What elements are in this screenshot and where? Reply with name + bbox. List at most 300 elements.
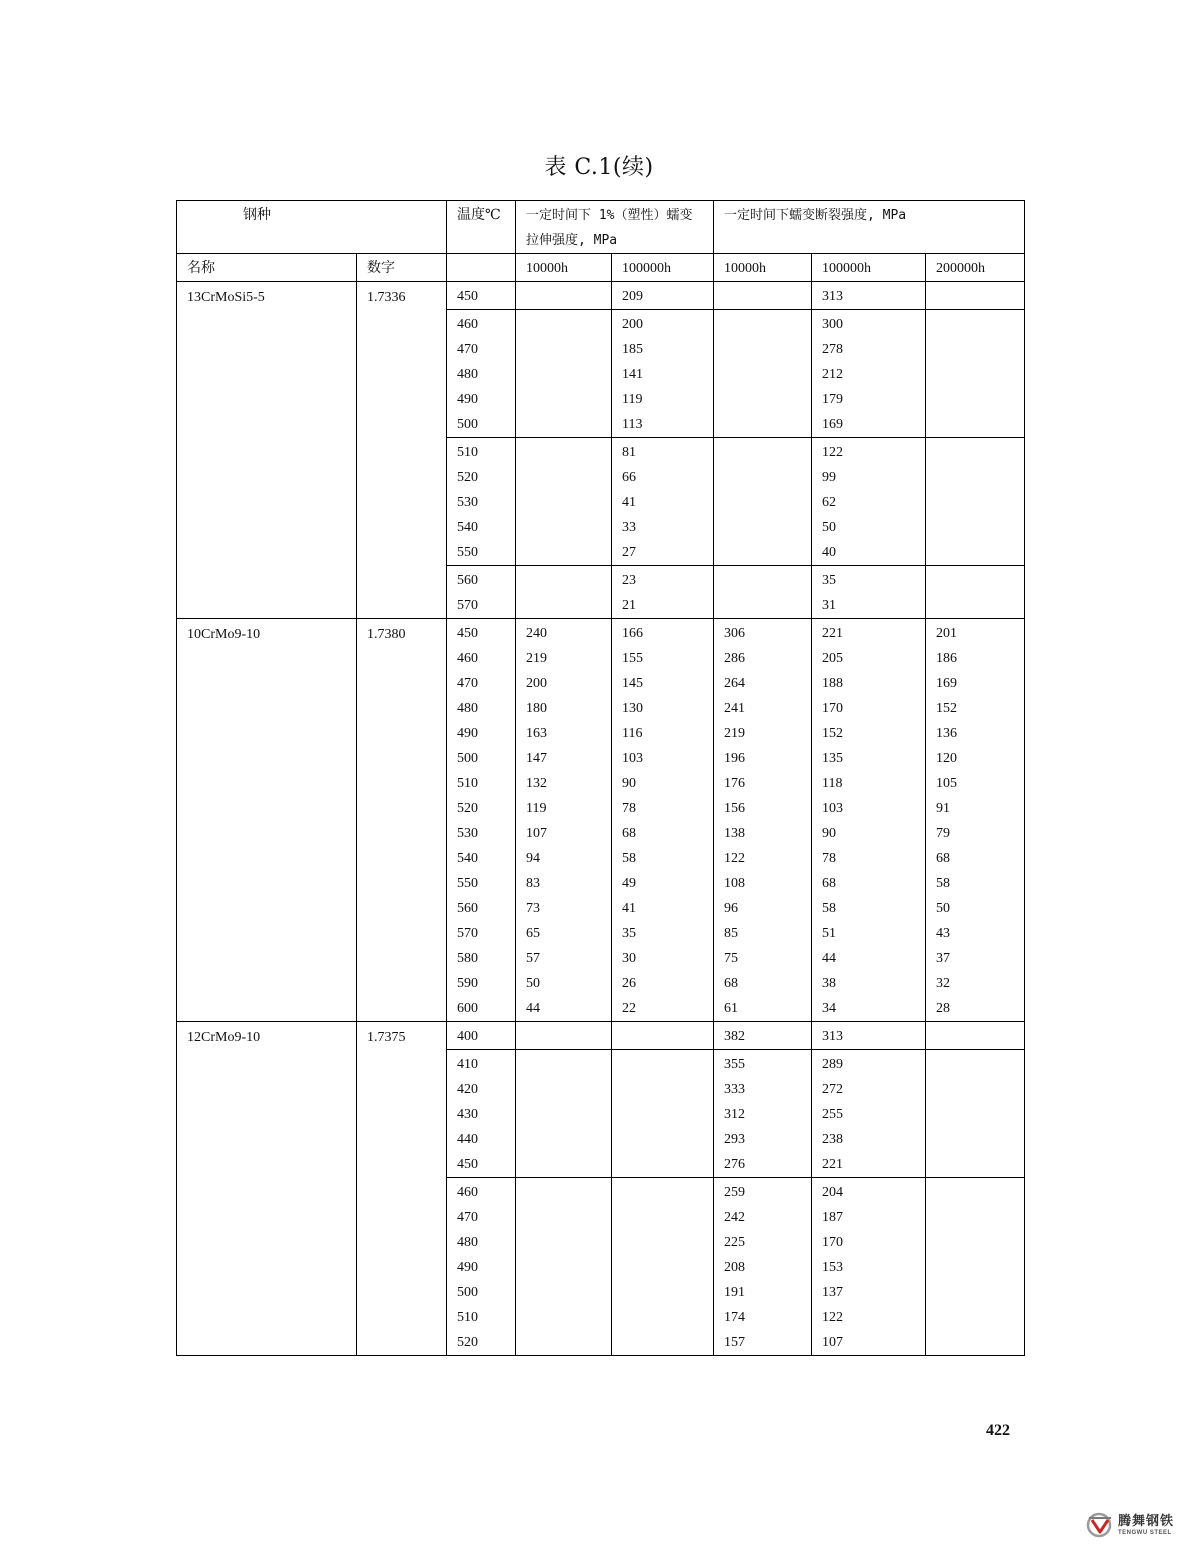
table-title: 表 C.1(续) bbox=[544, 155, 654, 180]
cell-value: 152 bbox=[936, 701, 957, 716]
cell-value: 41 bbox=[622, 901, 636, 916]
cell-value bbox=[936, 1280, 1014, 1305]
cell-value: 90 bbox=[822, 826, 836, 841]
cell-value bbox=[936, 490, 1014, 515]
cell-elongation-100000h bbox=[612, 1178, 714, 1356]
cell-value bbox=[936, 1127, 1014, 1152]
cell-value: 120 bbox=[936, 751, 957, 766]
header-name: 名称 bbox=[177, 254, 357, 282]
cell-value: 61 bbox=[724, 1001, 738, 1016]
header-elongation-10000h: 10000h bbox=[516, 254, 612, 282]
cell-value: 78 bbox=[822, 851, 836, 866]
cell-value: 122 bbox=[822, 1310, 843, 1325]
cell-value: 540 bbox=[457, 851, 478, 866]
cell-value: 27 bbox=[622, 545, 636, 560]
cell-value bbox=[936, 312, 1014, 337]
cell-value: 480 bbox=[457, 367, 478, 382]
cell-value bbox=[526, 465, 601, 490]
cell-value: 550 bbox=[457, 545, 478, 560]
cell-value bbox=[526, 540, 601, 565]
cell-value bbox=[724, 540, 801, 565]
header-creep-rupture: 一定时间下蠕变断裂强度, MPa bbox=[714, 201, 1025, 254]
cell-value: 590 bbox=[457, 976, 478, 991]
cell-elongation-10000h bbox=[516, 1050, 612, 1178]
cell-value bbox=[936, 387, 1014, 412]
header-creep-elongation: 一定时间下 1%（塑性）蠕变拉伸强度, MPa bbox=[516, 201, 714, 254]
cell-value: 90 bbox=[622, 776, 636, 791]
cell-value: 259 bbox=[724, 1185, 745, 1200]
steel-number: 1.7375 bbox=[357, 1022, 447, 1356]
header-temperature: 温度℃ bbox=[447, 201, 516, 254]
cell-value: 480 bbox=[457, 1235, 478, 1250]
creep-strength-table bbox=[176, 200, 1025, 1356]
cell-value: 147 bbox=[526, 751, 547, 766]
cell-value: 68 bbox=[622, 826, 636, 841]
cell-value: 272 bbox=[822, 1082, 843, 1097]
cell-value: 166 bbox=[622, 626, 643, 641]
cell-value bbox=[526, 440, 601, 465]
cell-value: 62 bbox=[822, 495, 836, 510]
cell-value: 204 bbox=[822, 1185, 843, 1200]
cell-value bbox=[526, 387, 601, 412]
cell-value: 153 bbox=[822, 1260, 843, 1275]
cell-value: 78 bbox=[622, 801, 636, 816]
cell-value bbox=[724, 490, 801, 515]
cell-value: 400 bbox=[457, 1029, 478, 1044]
cell-rupture-200000h bbox=[926, 566, 1025, 619]
cell-value: 50 bbox=[822, 520, 836, 535]
cell-value: 510 bbox=[457, 445, 478, 460]
header-elongation-100000h: 100000h bbox=[612, 254, 714, 282]
cell-rupture-100000h bbox=[812, 282, 926, 310]
cell-value: 132 bbox=[526, 776, 547, 791]
cell-value: 312 bbox=[724, 1107, 745, 1122]
cell-temperature bbox=[447, 438, 516, 566]
cell-value: 103 bbox=[622, 751, 643, 766]
cell-value: 201 bbox=[936, 626, 957, 641]
cell-value bbox=[526, 1280, 601, 1305]
tengwu-logo-icon bbox=[1086, 1512, 1114, 1538]
cell-value: 130 bbox=[622, 701, 643, 716]
cell-value: 31 bbox=[822, 598, 836, 613]
cell-value: 79 bbox=[936, 826, 950, 841]
cell-rupture-10000h bbox=[714, 1022, 812, 1050]
cell-value: 107 bbox=[822, 1335, 843, 1350]
cell-value bbox=[526, 337, 601, 362]
cell-value: 57 bbox=[526, 951, 540, 966]
cell-value: 122 bbox=[822, 445, 843, 460]
cell-value bbox=[526, 284, 601, 309]
cell-value: 300 bbox=[822, 317, 843, 332]
cell-elongation-10000h bbox=[516, 1178, 612, 1356]
cell-value: 221 bbox=[822, 626, 843, 641]
cell-value: 510 bbox=[457, 776, 478, 791]
cell-value: 119 bbox=[622, 392, 643, 407]
cell-value bbox=[526, 568, 601, 593]
cell-value: 460 bbox=[457, 651, 478, 666]
cell-value: 107 bbox=[526, 826, 547, 841]
cell-value: 550 bbox=[457, 876, 478, 891]
cell-value: 186 bbox=[936, 651, 957, 666]
cell-value: 58 bbox=[936, 876, 950, 891]
cell-value: 480 bbox=[457, 701, 478, 716]
cell-value: 440 bbox=[457, 1132, 478, 1147]
header-number: 数字 bbox=[357, 254, 447, 282]
cell-value: 50 bbox=[936, 901, 950, 916]
cell-rupture-200000h bbox=[926, 282, 1025, 310]
cell-rupture-200000h bbox=[926, 438, 1025, 566]
cell-value bbox=[622, 1305, 703, 1330]
cell-value: 155 bbox=[622, 651, 643, 666]
cell-value: 174 bbox=[724, 1310, 745, 1325]
cell-value bbox=[622, 1180, 703, 1205]
cell-rupture-10000h bbox=[714, 438, 812, 566]
cell-value: 103 bbox=[822, 801, 843, 816]
cell-value: 22 bbox=[622, 1001, 636, 1016]
cell-value bbox=[936, 540, 1014, 565]
cell-value: 68 bbox=[822, 876, 836, 891]
cell-rupture-200000h bbox=[926, 310, 1025, 438]
steel-name: 10CrMo9-10 bbox=[177, 619, 357, 1022]
cell-value: 241 bbox=[724, 701, 745, 716]
cell-value bbox=[526, 312, 601, 337]
cell-value: 180 bbox=[526, 701, 547, 716]
cell-value: 35 bbox=[622, 926, 636, 941]
cell-value bbox=[622, 1052, 703, 1077]
cell-value: 30 bbox=[622, 951, 636, 966]
header-rupture-200000h: 200000h bbox=[926, 254, 1025, 282]
cell-value bbox=[724, 440, 801, 465]
cell-value: 43 bbox=[936, 926, 950, 941]
cell-value: 113 bbox=[622, 417, 643, 432]
cell-value: 163 bbox=[526, 726, 547, 741]
cell-value: 278 bbox=[822, 342, 843, 357]
cell-value bbox=[526, 1152, 601, 1177]
header-rupture-10000h: 10000h bbox=[714, 254, 812, 282]
cell-value bbox=[936, 1152, 1014, 1177]
cell-value bbox=[526, 1230, 601, 1255]
cell-rupture-200000h bbox=[926, 1050, 1025, 1178]
cell-value: 306 bbox=[724, 626, 745, 641]
cell-value: 490 bbox=[457, 392, 478, 407]
cell-rupture-200000h bbox=[926, 1022, 1025, 1050]
cell-value: 28 bbox=[936, 1001, 950, 1016]
cell-value bbox=[622, 1330, 703, 1355]
cell-value bbox=[936, 1024, 1014, 1049]
cell-elongation-100000h bbox=[612, 1050, 714, 1178]
cell-value bbox=[724, 593, 801, 618]
cell-value: 21 bbox=[622, 598, 636, 613]
cell-temperature bbox=[447, 282, 516, 310]
cell-rupture-10000h bbox=[714, 566, 812, 619]
cell-value: 540 bbox=[457, 520, 478, 535]
table-row bbox=[177, 282, 1025, 310]
cell-value: 105 bbox=[936, 776, 957, 791]
cell-value: 156 bbox=[724, 801, 745, 816]
cell-value: 355 bbox=[724, 1057, 745, 1072]
cell-elongation-10000h bbox=[516, 566, 612, 619]
cell-value bbox=[526, 412, 601, 437]
cell-rupture-10000h bbox=[714, 619, 812, 1022]
cell-value: 96 bbox=[724, 901, 738, 916]
cell-value: 238 bbox=[822, 1132, 843, 1147]
cell-elongation-100000h bbox=[612, 1022, 714, 1050]
cell-value bbox=[622, 1024, 703, 1049]
cell-value: 170 bbox=[822, 701, 843, 716]
cell-value: 116 bbox=[622, 726, 643, 741]
cell-value: 209 bbox=[622, 289, 643, 304]
cell-rupture-10000h bbox=[714, 1178, 812, 1356]
cell-value: 44 bbox=[526, 1001, 540, 1016]
cell-value: 108 bbox=[724, 876, 745, 891]
cell-value: 191 bbox=[724, 1285, 745, 1300]
cell-value: 85 bbox=[724, 926, 738, 941]
cell-elongation-10000h bbox=[516, 619, 612, 1022]
cell-value bbox=[936, 1255, 1014, 1280]
cell-value: 185 bbox=[622, 342, 643, 357]
cell-value: 73 bbox=[526, 901, 540, 916]
cell-value: 530 bbox=[457, 826, 478, 841]
cell-value: 152 bbox=[822, 726, 843, 741]
cell-value: 38 bbox=[822, 976, 836, 991]
cell-value: 560 bbox=[457, 573, 478, 588]
table-row bbox=[177, 1022, 1025, 1050]
cell-value bbox=[936, 1180, 1014, 1205]
cell-value: 221 bbox=[822, 1157, 843, 1172]
cell-value bbox=[526, 1255, 601, 1280]
cell-elongation-10000h bbox=[516, 438, 612, 566]
cell-value: 293 bbox=[724, 1132, 745, 1147]
cell-value: 240 bbox=[526, 626, 547, 641]
cell-value bbox=[526, 593, 601, 618]
cell-value bbox=[936, 337, 1014, 362]
cell-value bbox=[936, 1052, 1014, 1077]
steel-number: 1.7380 bbox=[357, 619, 447, 1022]
cell-value: 570 bbox=[457, 926, 478, 941]
cell-value bbox=[526, 490, 601, 515]
cell-value: 170 bbox=[822, 1235, 843, 1250]
cell-value bbox=[936, 284, 1014, 309]
cell-value bbox=[526, 1330, 601, 1355]
cell-temperature bbox=[447, 1022, 516, 1050]
cell-value: 137 bbox=[822, 1285, 843, 1300]
logo-text-en: TENGWU STEEL bbox=[1118, 1529, 1172, 1536]
cell-rupture-100000h bbox=[812, 566, 926, 619]
cell-value: 169 bbox=[822, 417, 843, 432]
cell-value bbox=[526, 1205, 601, 1230]
cell-value: 500 bbox=[457, 751, 478, 766]
cell-elongation-100000h bbox=[612, 438, 714, 566]
cell-value: 225 bbox=[724, 1235, 745, 1250]
cell-value: 34 bbox=[822, 1001, 836, 1016]
logo-text-cn: 腾舞钢铁 bbox=[1118, 1513, 1175, 1529]
cell-value: 450 bbox=[457, 1157, 478, 1172]
cell-value: 520 bbox=[457, 801, 478, 816]
cell-value: 44 bbox=[822, 951, 836, 966]
cell-value bbox=[724, 387, 801, 412]
cell-value: 420 bbox=[457, 1082, 478, 1097]
cell-value bbox=[936, 1205, 1014, 1230]
cell-value bbox=[526, 1102, 601, 1127]
cell-elongation-10000h bbox=[516, 310, 612, 438]
cell-value bbox=[724, 362, 801, 387]
cell-value: 37 bbox=[936, 951, 950, 966]
cell-value bbox=[724, 337, 801, 362]
cell-elongation-100000h bbox=[612, 566, 714, 619]
cell-value bbox=[936, 1102, 1014, 1127]
cell-temperature bbox=[447, 310, 516, 438]
cell-value: 122 bbox=[724, 851, 745, 866]
cell-value bbox=[622, 1280, 703, 1305]
cell-value: 94 bbox=[526, 851, 540, 866]
cell-rupture-100000h bbox=[812, 619, 926, 1022]
cell-rupture-10000h bbox=[714, 1050, 812, 1178]
cell-value bbox=[724, 312, 801, 337]
header-temp-blank bbox=[447, 254, 516, 282]
cell-value: 286 bbox=[724, 651, 745, 666]
cell-value bbox=[622, 1077, 703, 1102]
cell-value: 176 bbox=[724, 776, 745, 791]
brand-logo bbox=[1086, 1508, 1186, 1542]
cell-value bbox=[724, 412, 801, 437]
cell-value bbox=[526, 1127, 601, 1152]
cell-rupture-10000h bbox=[714, 310, 812, 438]
cell-value: 118 bbox=[822, 776, 843, 791]
cell-value bbox=[622, 1102, 703, 1127]
cell-value bbox=[936, 568, 1014, 593]
cell-value bbox=[622, 1255, 703, 1280]
cell-value: 313 bbox=[822, 289, 843, 304]
cell-value bbox=[936, 1330, 1014, 1355]
cell-value: 169 bbox=[936, 676, 957, 691]
page-number: 422 bbox=[986, 1422, 1010, 1439]
cell-value bbox=[936, 1305, 1014, 1330]
cell-value: 32 bbox=[936, 976, 950, 991]
header-steel-grade: 钢种 bbox=[177, 201, 447, 254]
cell-value: 200 bbox=[526, 676, 547, 691]
cell-rupture-200000h bbox=[926, 1178, 1025, 1356]
cell-temperature bbox=[447, 1178, 516, 1356]
cell-value: 99 bbox=[822, 470, 836, 485]
cell-rupture-200000h bbox=[926, 619, 1025, 1022]
cell-value: 276 bbox=[724, 1157, 745, 1172]
cell-value: 135 bbox=[822, 751, 843, 766]
cell-value: 41 bbox=[622, 495, 636, 510]
cell-value: 289 bbox=[822, 1057, 843, 1072]
cell-value: 430 bbox=[457, 1107, 478, 1122]
cell-value: 179 bbox=[822, 392, 843, 407]
cell-value: 450 bbox=[457, 289, 478, 304]
cell-value: 205 bbox=[822, 651, 843, 666]
cell-value bbox=[622, 1152, 703, 1177]
header-rupture-100000h: 100000h bbox=[812, 254, 926, 282]
cell-value: 490 bbox=[457, 726, 478, 741]
cell-value: 208 bbox=[724, 1260, 745, 1275]
cell-rupture-10000h bbox=[714, 282, 812, 310]
cell-value: 470 bbox=[457, 1210, 478, 1225]
cell-value: 81 bbox=[622, 445, 636, 460]
cell-value bbox=[724, 568, 801, 593]
cell-value: 313 bbox=[822, 1029, 843, 1044]
cell-value: 91 bbox=[936, 801, 950, 816]
cell-value bbox=[936, 440, 1014, 465]
cell-value: 560 bbox=[457, 901, 478, 916]
cell-value: 200 bbox=[622, 317, 643, 332]
cell-value bbox=[724, 284, 801, 309]
cell-value: 40 bbox=[822, 545, 836, 560]
cell-value bbox=[936, 593, 1014, 618]
steel-name: 13CrMoSi5-5 bbox=[177, 282, 357, 619]
cell-value: 157 bbox=[724, 1335, 745, 1350]
cell-value: 470 bbox=[457, 342, 478, 357]
cell-rupture-100000h bbox=[812, 1022, 926, 1050]
cell-elongation-10000h bbox=[516, 1022, 612, 1050]
cell-rupture-100000h bbox=[812, 438, 926, 566]
cell-value: 188 bbox=[822, 676, 843, 691]
cell-value: 212 bbox=[822, 367, 843, 382]
cell-value: 26 bbox=[622, 976, 636, 991]
cell-value: 470 bbox=[457, 676, 478, 691]
cell-value: 66 bbox=[622, 470, 636, 485]
cell-value: 500 bbox=[457, 1285, 478, 1300]
table-row bbox=[177, 619, 1025, 1022]
cell-value: 410 bbox=[457, 1057, 478, 1072]
cell-value: 242 bbox=[724, 1210, 745, 1225]
cell-value: 33 bbox=[622, 520, 636, 535]
cell-value: 83 bbox=[526, 876, 540, 891]
cell-value: 65 bbox=[526, 926, 540, 941]
cell-value bbox=[936, 465, 1014, 490]
cell-value: 264 bbox=[724, 676, 745, 691]
cell-elongation-10000h bbox=[516, 282, 612, 310]
cell-value: 68 bbox=[936, 851, 950, 866]
cell-value: 50 bbox=[526, 976, 540, 991]
cell-temperature bbox=[447, 1050, 516, 1178]
cell-elongation-100000h bbox=[612, 282, 714, 310]
cell-rupture-100000h bbox=[812, 1178, 926, 1356]
cell-value: 460 bbox=[457, 317, 478, 332]
steel-name: 12CrMo9-10 bbox=[177, 1022, 357, 1356]
cell-value bbox=[622, 1230, 703, 1255]
cell-value: 49 bbox=[622, 876, 636, 891]
cell-value: 141 bbox=[622, 367, 643, 382]
cell-value: 600 bbox=[457, 1001, 478, 1016]
cell-rupture-100000h bbox=[812, 310, 926, 438]
cell-value bbox=[724, 465, 801, 490]
cell-value: 136 bbox=[936, 726, 957, 741]
cell-value: 520 bbox=[457, 1335, 478, 1350]
cell-elongation-100000h bbox=[612, 310, 714, 438]
cell-value: 530 bbox=[457, 495, 478, 510]
cell-value bbox=[622, 1127, 703, 1152]
cell-value bbox=[936, 1077, 1014, 1102]
cell-value: 58 bbox=[622, 851, 636, 866]
cell-value bbox=[526, 1180, 601, 1205]
cell-value: 219 bbox=[526, 651, 547, 666]
cell-value: 187 bbox=[822, 1210, 843, 1225]
table-body bbox=[177, 282, 1025, 1356]
cell-temperature bbox=[447, 619, 516, 1022]
cell-value: 75 bbox=[724, 951, 738, 966]
cell-value: 119 bbox=[526, 801, 547, 816]
cell-value bbox=[526, 1305, 601, 1330]
cell-value bbox=[526, 1024, 601, 1049]
cell-value: 500 bbox=[457, 417, 478, 432]
cell-value: 145 bbox=[622, 676, 643, 691]
cell-value: 23 bbox=[622, 573, 636, 588]
cell-value bbox=[936, 412, 1014, 437]
cell-value bbox=[526, 1052, 601, 1077]
